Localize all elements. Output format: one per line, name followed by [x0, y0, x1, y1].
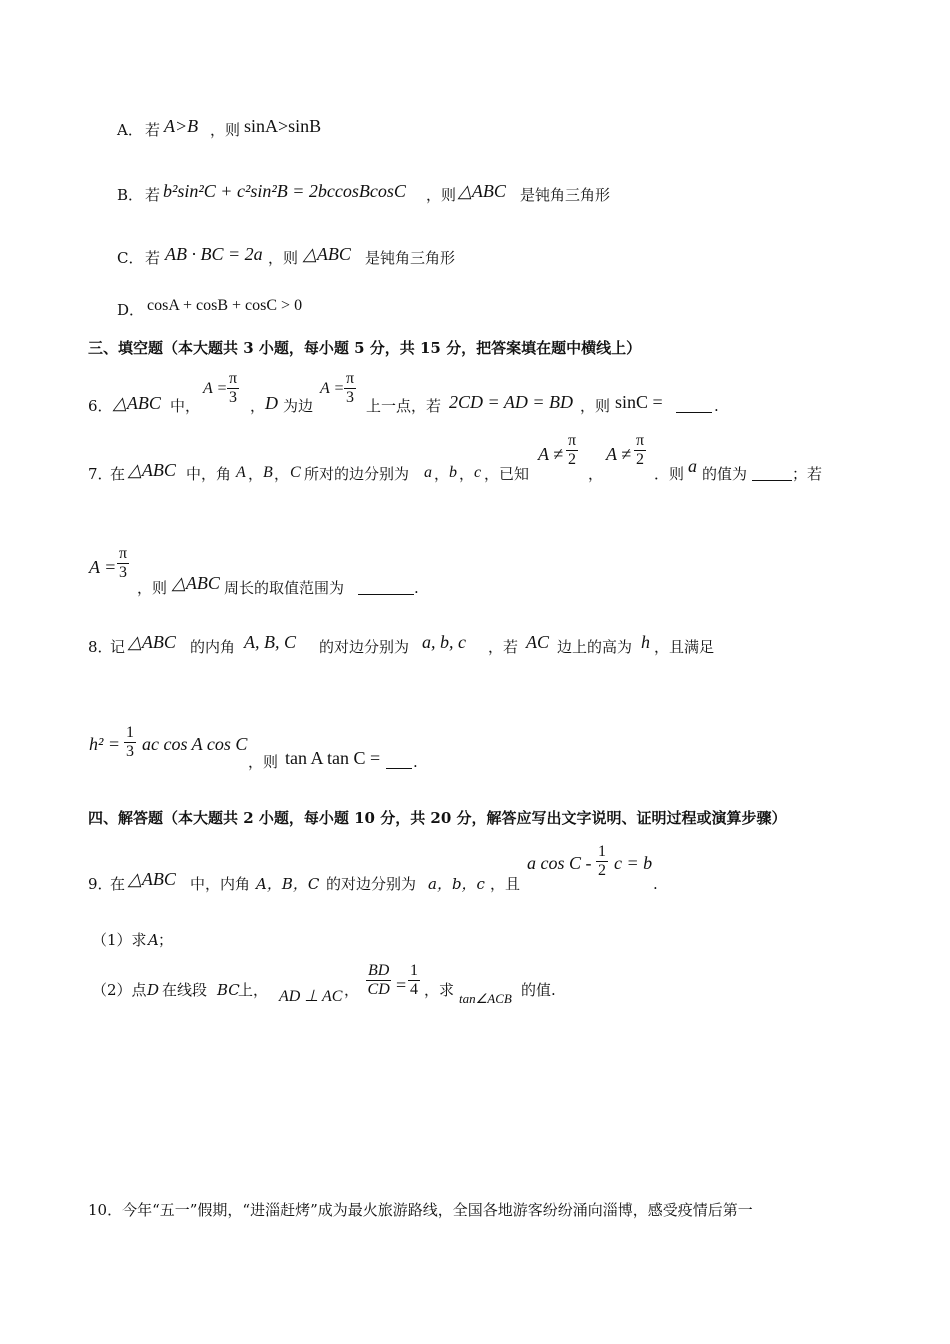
option-a-condition: A>B — [164, 116, 199, 136]
q8-answer-blank[interactable] — [386, 752, 412, 769]
q7-triangle-2: △ABC — [172, 573, 220, 593]
q8-h-squared: h² = — [89, 734, 121, 754]
option-b-mid: ，则 — [426, 186, 457, 204]
q6-answer-blank[interactable] — [676, 396, 712, 413]
q9-part-1-var: A — [148, 931, 159, 949]
q8-ask: tan A tan C = — [285, 748, 381, 768]
q8-text-7: ，则 — [248, 753, 279, 771]
q9-part-2: （2）点 — [92, 981, 147, 999]
q9-triangle: △ABC — [128, 869, 176, 889]
q7-frac2-num: π — [636, 432, 645, 449]
q7-angle-a: A — [236, 464, 246, 481]
q9-fraction — [596, 843, 608, 880]
q8-text-4: ，若 — [488, 638, 519, 656]
q7-end: . — [414, 579, 419, 597]
q7-text-4: ，已知 — [484, 465, 530, 483]
q7-side-a: a — [424, 464, 432, 481]
q7-sep-1: ， — [248, 465, 264, 483]
q7-sep-4: ， — [459, 465, 475, 483]
q7-neq-lhs: A ≠ — [538, 444, 564, 464]
q6-ask: sinC = — [615, 392, 663, 412]
q7-frac1-num: π — [568, 432, 577, 449]
q9-quarter-fraction — [408, 962, 420, 999]
question-10-text: 10．今年“五一”假期，“进淄赶烤”成为最火旅游路线，全国各地游客纷纷涌向淄博，感受疫情后第一 — [88, 1201, 753, 1219]
option-a-label: A． — [117, 121, 143, 139]
q9-rhs: c = b — [614, 853, 653, 873]
q7-text-2: 中，角 — [186, 465, 232, 483]
section-3-title: 三、填空题（本大题共 3 小题，每小题 5 分，共 15 分，把答案填在题中横线上） — [88, 339, 642, 357]
q7-frac3-num: π — [119, 545, 128, 562]
q9-ratio-fraction — [366, 962, 391, 999]
section-4-title: 四、解答题（本大题共 2 小题，每小题 10 分，共 20 分，解答应写出文字说明、证明过程或演算步骤） — [88, 809, 787, 827]
q7-answer-blank-1[interactable] — [752, 464, 792, 481]
q9-part-2-bc: BC — [217, 981, 240, 999]
q6-fraction — [227, 370, 239, 407]
q9-part-1-end: ； — [158, 931, 174, 949]
q7-frac3-den: 3 — [119, 564, 128, 581]
q9-part-2-text-a: 在线段 — [162, 981, 208, 999]
q6-end: . — [714, 397, 719, 415]
q6-text-4: 上一点，若 — [366, 397, 442, 415]
q6-number: 6． — [88, 397, 113, 415]
q9-quarter-den: 4 — [410, 981, 418, 998]
option-a-result: sinA>sinB — [244, 116, 322, 136]
q8-end: . — [413, 753, 418, 771]
q7-angle-c: C — [290, 464, 301, 481]
q8-angles: A, B, C — [244, 632, 296, 652]
q7-text-8: ，则 — [137, 579, 168, 597]
q9-quarter-num: 1 — [410, 962, 418, 979]
q9-text-1: 在 — [110, 875, 126, 893]
q7-answer-blank-2[interactable] — [358, 578, 414, 595]
q9-angles: A，B，C — [256, 875, 320, 893]
q9-tan-acb: tan∠ACB — [459, 991, 512, 1006]
q8-frac-num: 1 — [126, 724, 134, 741]
q8-triangle: △ABC — [128, 632, 176, 652]
q8-fraction — [124, 724, 136, 761]
q8-h: h — [641, 632, 650, 652]
option-d-label: D． — [117, 301, 145, 319]
q7-text-1: 在 — [110, 465, 126, 483]
q6-triangle: △ABC — [113, 393, 161, 413]
q6-frac-lhs: A = — [203, 380, 228, 397]
q6-equation: 2CD = AD = BD — [449, 392, 573, 412]
q6-point-d: D — [265, 393, 278, 413]
option-b-post: 是钝角三角形 — [520, 186, 611, 204]
q9-frac-den: 2 — [598, 862, 606, 879]
q9-sides: a，b，c — [428, 875, 485, 893]
option-b-expression: b²sin²C + c²sin²B = 2bccosBcosC — [163, 181, 406, 201]
option-c-expression: AB · BC = 2a — [165, 244, 263, 264]
q6-text-1: 中， — [170, 397, 201, 415]
q6-text-3: 为边 — [283, 397, 314, 415]
q7-sep-2: ， — [274, 465, 290, 483]
q9-part-2-text-d: ，求 — [424, 981, 455, 999]
q8-number: 8． — [88, 638, 113, 656]
q7-text-9: 周长的取值范围为 — [224, 579, 345, 597]
q9-text-2: 中，内角 — [190, 875, 251, 893]
option-b-label: B． — [117, 186, 144, 204]
q7-a-equals: A = — [89, 557, 117, 577]
option-c-triangle: △ABC — [303, 244, 351, 264]
q9-end: . — [653, 875, 658, 893]
q9-part-2-end: 的值. — [521, 981, 556, 999]
q8-sides: a, b, c — [422, 632, 466, 652]
q9-text-6: ，且 — [490, 875, 521, 893]
option-b-triangle: △ABC — [458, 181, 506, 201]
q6-frac2-num: π — [346, 370, 355, 387]
q9-frac-num: 1 — [598, 843, 606, 860]
q6-frac-den: 3 — [229, 389, 238, 406]
q7-fraction-1 — [566, 432, 578, 469]
q7-text-6: 的值为 — [702, 465, 748, 483]
q6-frac2-lhs: A = — [320, 380, 345, 397]
q7-side-a-2: a — [688, 456, 697, 476]
q7-side-b: b — [449, 464, 457, 481]
q8-text-2: 的内角 — [190, 638, 236, 656]
q7-angle-b: B — [263, 464, 273, 481]
option-c-post: 是钝角三角形 — [365, 249, 456, 267]
option-c-mid: ，则 — [268, 249, 299, 267]
option-a-mid: ，则 — [210, 121, 241, 139]
q7-text-3: 所对的边分别为 — [304, 465, 410, 483]
q9-text-4: 的对边分别为 — [326, 875, 417, 893]
q6-frac-num: π — [229, 370, 238, 387]
q9-ratio-den: CD — [367, 981, 390, 998]
q8-ac: AC — [526, 632, 550, 652]
q9-part-2-text-c: ， — [344, 981, 360, 999]
q9-part-2-text-b: 上， — [238, 981, 269, 999]
q7-side-c: c — [474, 464, 482, 481]
q7-text-5: ．则 — [654, 465, 685, 483]
q8-text-6: ，且满足 — [654, 638, 715, 656]
q6-text-5: ，则 — [580, 397, 611, 415]
q7-triangle: △ABC — [128, 460, 176, 480]
option-a-pre: 若 — [145, 121, 161, 139]
q7-neq2-lhs: A ≠ — [606, 444, 632, 464]
q9-number: 9． — [88, 875, 113, 893]
q6-text-2: ， — [250, 397, 266, 415]
q9-part-2-d: D — [147, 981, 160, 999]
q7-text-7: ；若 — [792, 465, 823, 483]
q9-equals: = — [396, 975, 407, 995]
q8-frac-den: 3 — [126, 743, 134, 760]
q7-frac1-den: 2 — [568, 451, 577, 468]
option-c-label: C． — [117, 249, 144, 267]
q8-rhs: ac cos A cos C — [142, 734, 248, 754]
q8-text-3: 的对边分别为 — [319, 638, 410, 656]
q8-text-5: 边上的高为 — [557, 638, 633, 656]
q6-frac2-den: 3 — [346, 389, 355, 406]
option-d-expression: cosA + cosB + cosC > 0 — [147, 297, 303, 314]
q6-fraction-2 — [344, 370, 356, 407]
q7-number: 7． — [88, 465, 113, 483]
q7-fraction-3 — [117, 545, 129, 582]
q9-perpendicular: AD ⊥ AC — [279, 988, 343, 1005]
q9-part-1: （1）求 — [92, 931, 147, 949]
q7-comma: ， — [588, 465, 604, 483]
q9-ratio-num: BD — [368, 962, 390, 979]
q7-frac2-den: 2 — [636, 451, 645, 468]
option-b-pre: 若 — [145, 186, 161, 204]
q8-text-1: 记 — [110, 638, 126, 656]
q7-sep-3: ， — [434, 465, 450, 483]
q7-fraction-2 — [634, 432, 646, 469]
option-c-pre: 若 — [145, 249, 161, 267]
q9-lhs: a cos C - — [527, 853, 592, 873]
